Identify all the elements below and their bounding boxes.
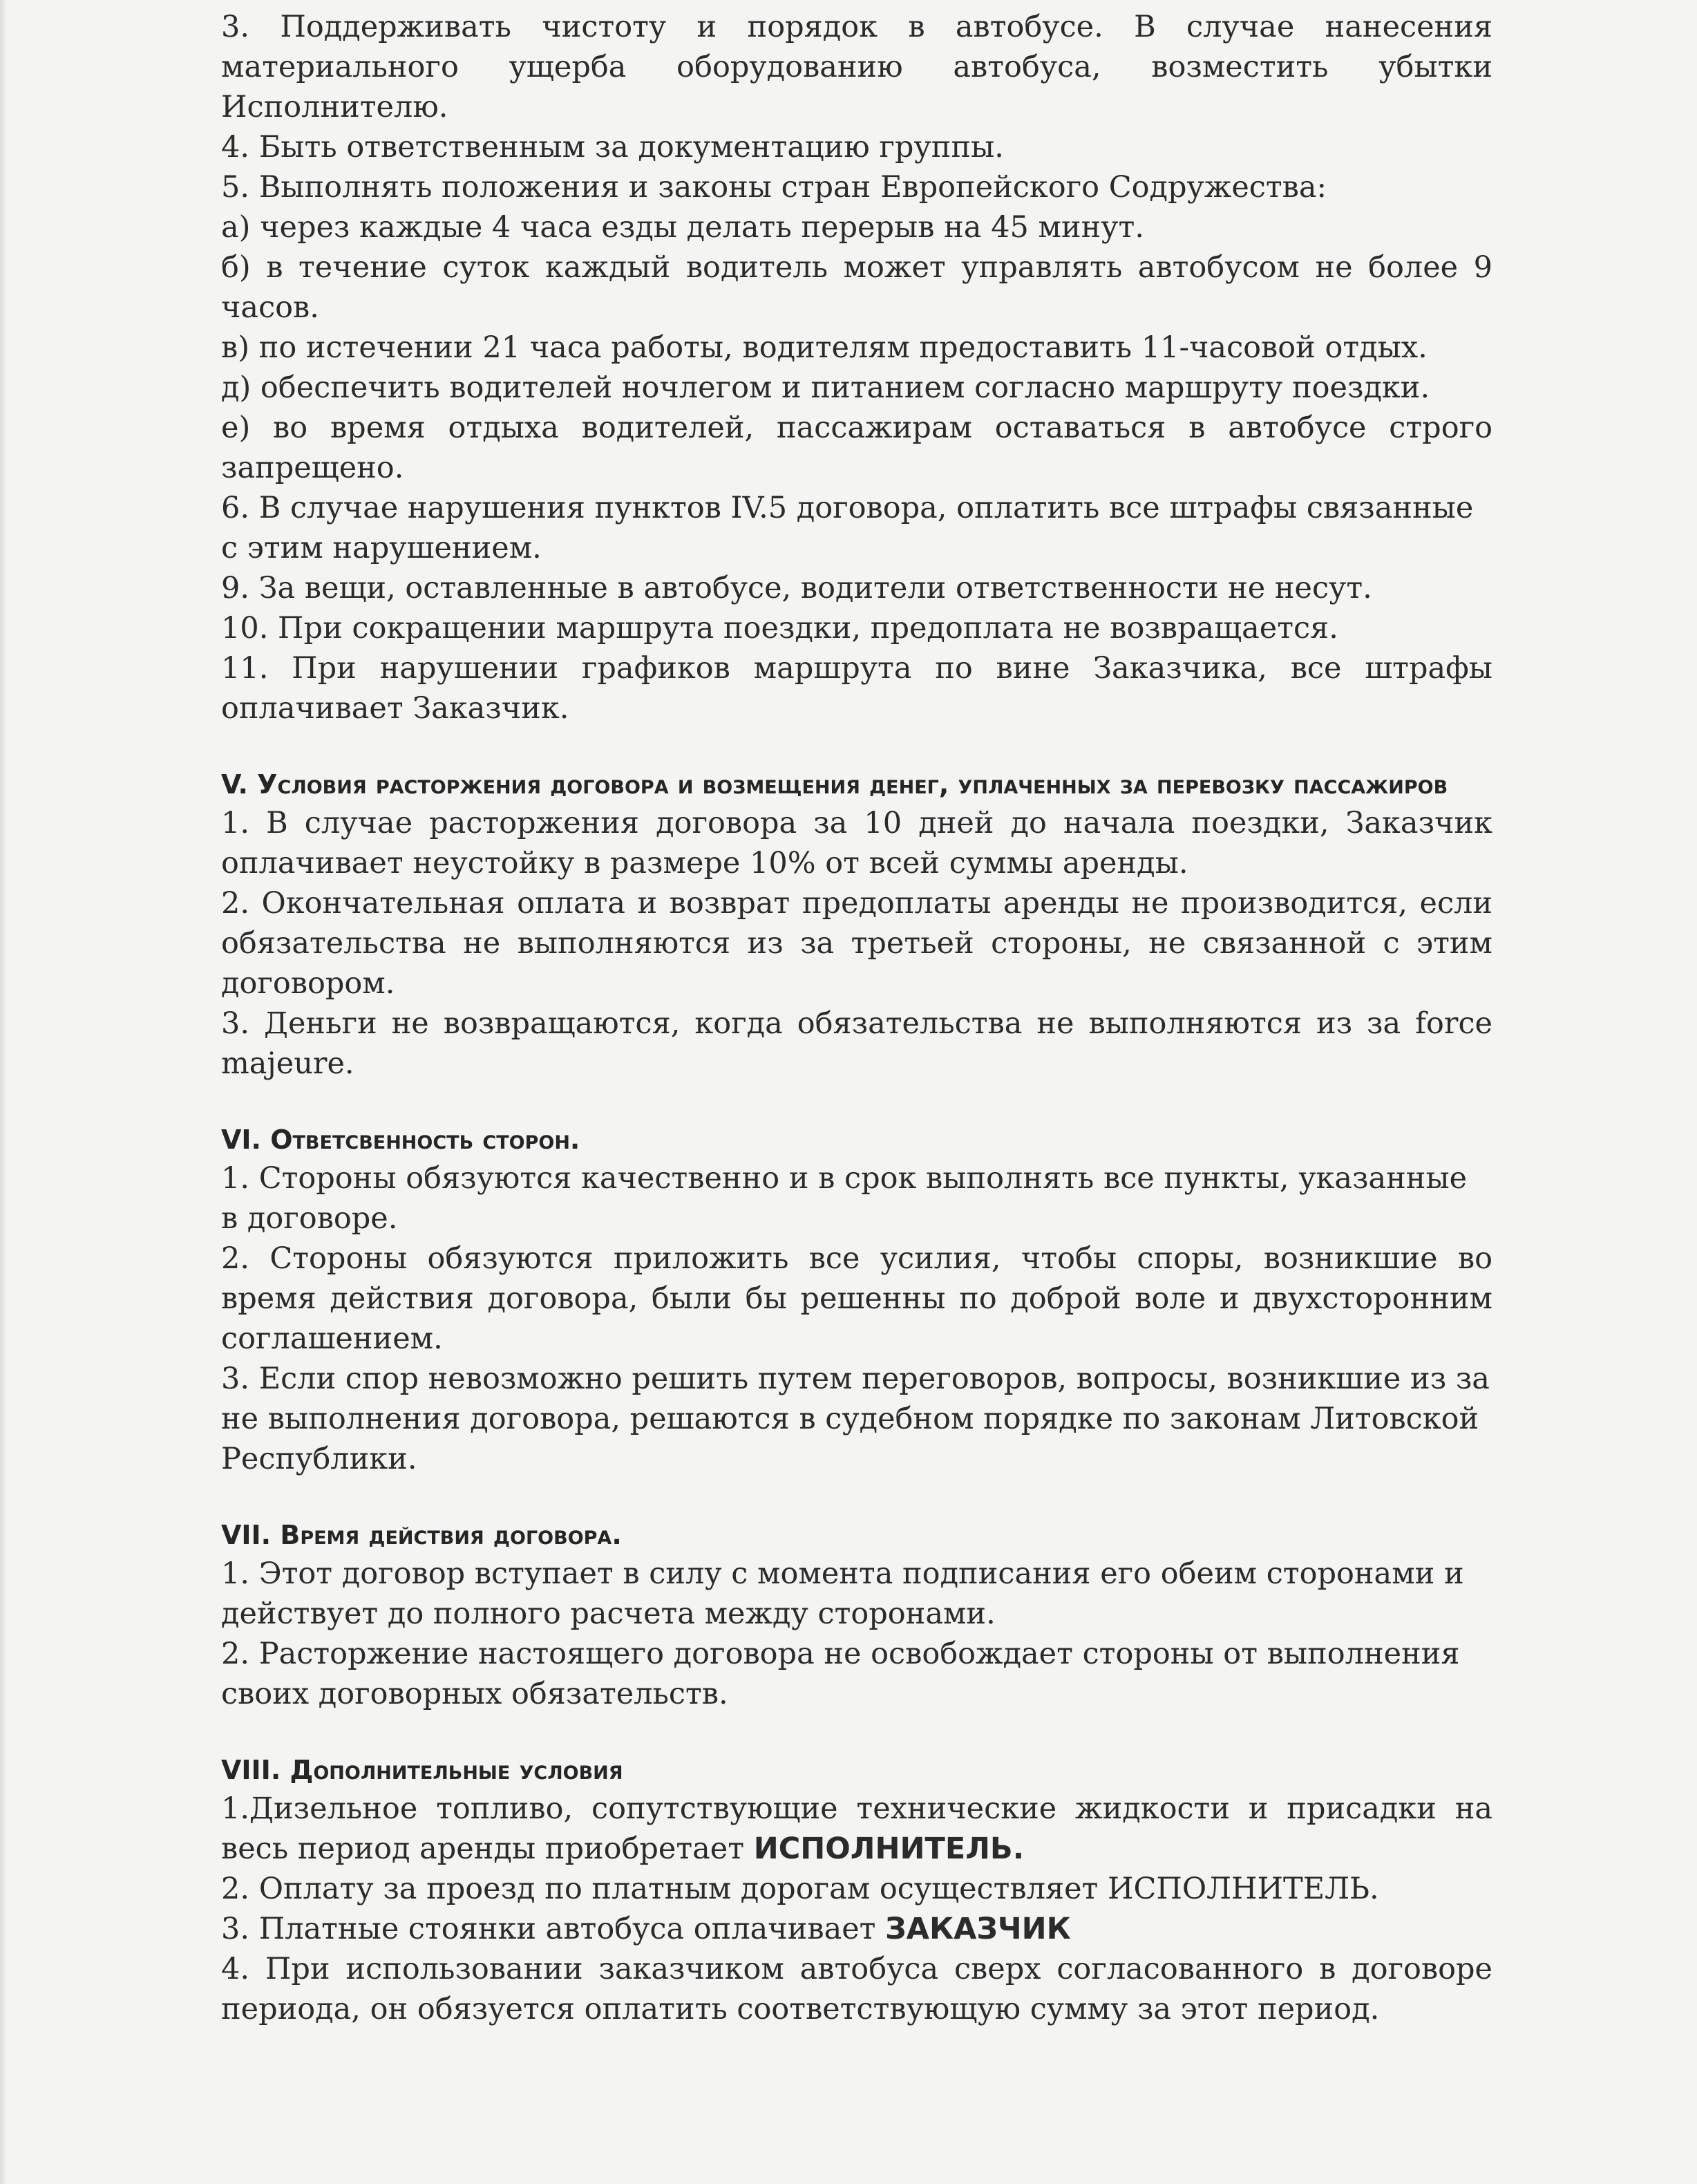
clause-iv-5a: а) через каждые 4 часа езды делать перерыв на 45 минут. — [221, 210, 1145, 245]
clause-iv-5e: е) во время отдыха водителей, пассажирам оставаться в автобусе строго запрещено. — [221, 411, 1492, 485]
clause-iv-3: 3. Поддерживать чистоту и порядок в автобусе. В случае нанесения материального ущерба оборудованию автобуса, возместить убытки Исполнителю. — [221, 10, 1492, 124]
clause-iv-10: 10. При сокращении маршрута поездки, предоплата не возвращается. — [221, 611, 1338, 646]
clause-viii-1 — [221, 1789, 1492, 1869]
section-iv-continued — [221, 7, 1492, 728]
document-page — [221, 7, 1492, 2029]
clause-v-1: 1. В случае расторжения договора за 10 дней до начала поездки, Заказчик оплачивает неустойку в размере 10% от всей суммы аренды. — [221, 806, 1492, 881]
clause-viii-3-emphasis: ЗАКАЗЧИК — [885, 1912, 1071, 1946]
section-vii — [221, 1516, 1492, 1714]
clause-iv-11: 11. При нарушении графиков маршрута по вине Заказчика, все штрафы оплачивает Заказчик. — [221, 651, 1492, 726]
section-vi-heading: VI. Ответсвенность сторон. — [221, 1124, 580, 1155]
scan-edge-shadow — [0, 0, 7, 2184]
section-v-heading: V. Условия расторжения договора и возмещения денег, уплаченных за перевозку пассажиров — [221, 769, 1448, 800]
clause-iv-5b: б) в течение суток каждый водитель может управлять автобусом не более 9 часов. — [221, 250, 1492, 325]
clause-vii-1: 1. Этот договор вступает в силу с момента подписания его обеим сторонами и действует до полного расчета между сторонами. — [221, 1556, 1464, 1631]
section-viii — [221, 1751, 1492, 2029]
section-gap — [221, 1714, 1492, 1751]
clause-vi-1: 1. Стороны обязуются качественно и в срок выполнять все пункты, указанные в договоре. — [221, 1161, 1468, 1236]
clause-vi-3: 3. Если спор невозможно решить путем переговоров, вопросы, возникшие из за не выполнения договора, решаются в судебном порядке по законам Литовской Республики. — [221, 1362, 1490, 1476]
clause-viii-2: 2. Оплату за проезд по платным дорогам осуществляет ИСПОЛНИТЕЛЬ. — [221, 1872, 1379, 1906]
clause-vi-2: 2. Стороны обязуются приложить все усилия, чтобы споры, возникшие во время действия договора, были бы решенны по доброй воле и двухсторонним соглашением. — [221, 1241, 1492, 1356]
clause-iv-4: 4. Быть ответственным за документацию группы. — [221, 130, 1004, 164]
clause-v-3: 3. Деньги не возвращаются, когда обязательства не выполняются из за force majeure. — [221, 1006, 1492, 1081]
clause-iv-9: 9. За вещи, оставленные в автобусе, водители ответственности не несут. — [221, 571, 1372, 605]
clause-vii-2: 2. Расторжение настоящего договора не освобождает стороны от выполнения своих договорных обязательств. — [221, 1637, 1460, 1711]
clause-viii-3-text: 3. Платные стоянки автобуса оплачивает — [221, 1912, 876, 1946]
section-gap — [221, 1479, 1492, 1516]
clause-iv-5: 5. Выполнять положения и законы стран Европейского Содружества: — [221, 170, 1327, 205]
clause-viii-3 — [221, 1909, 1492, 1949]
section-gap — [221, 728, 1492, 766]
clause-viii-1-emphasis: ИСПОЛНИТЕЛЬ. — [753, 1832, 1025, 1866]
clause-iv-5d: д) обеспечить водителей ночлегом и питанием согласно маршруту поездки. — [221, 370, 1430, 405]
clause-viii-4: 4. При использовании заказчиком автобуса сверх согласованного в договоре периода, он обязуется оплатить соответствующую сумму за этот период. — [221, 1952, 1492, 2026]
section-viii-heading: VIII. Дополнительные условия — [221, 1755, 623, 1785]
section-vi — [221, 1121, 1492, 1479]
clause-iv-5c: в) по истечении 21 часа работы, водителям предоставить 11-часовой отдых. — [221, 330, 1428, 365]
section-v — [221, 766, 1492, 1084]
clause-viii-1-text: 1.Дизельное топливо, сопутствующие технические жидкости и присадки на весь период аренды приобретает — [221, 1791, 1492, 1866]
section-vii-heading: VII. Время действия договора. — [221, 1520, 622, 1550]
clause-iv-6: 6. В случае нарушения пунктов IV.5 договора, оплатить все штрафы связанные с этим нарушением. — [221, 491, 1474, 565]
clause-v-2: 2. Окончательная оплата и возврат предоплаты аренды не производится, если обязательства не выполняются из за третьей стороны, не связанной с этим договором. — [221, 886, 1492, 1001]
section-gap — [221, 1084, 1492, 1121]
